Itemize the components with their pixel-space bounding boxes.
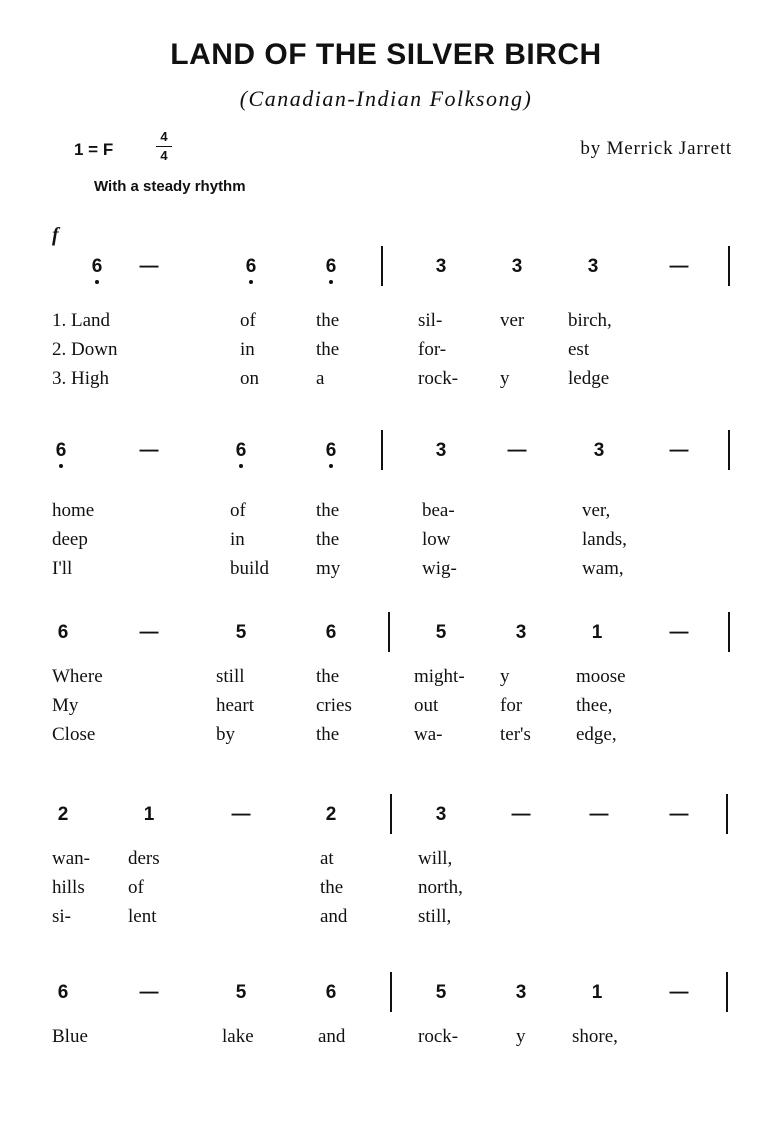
lower-octave-dot [95, 280, 99, 284]
lyric-word: the [316, 724, 340, 745]
note-6: 6 [325, 982, 337, 1003]
lyric-word: wam, [582, 558, 624, 579]
lyric-word: home [52, 500, 95, 521]
song-subtitle: (Canadian-Indian Folksong) [239, 86, 533, 111]
lyric-word: of [128, 877, 144, 898]
sustain-dash: — [139, 982, 159, 1003]
lyric-word: north, [418, 877, 463, 898]
lyric-word: might- [414, 666, 465, 687]
note-1: 1 [143, 804, 155, 825]
mid-barline [388, 612, 390, 652]
lyric-word: 1. Land [52, 310, 111, 331]
lyric-word: y [500, 666, 510, 687]
lyric-word: the [316, 666, 340, 687]
lower-octave-dot [249, 280, 253, 284]
sustain-dash: — [669, 804, 689, 825]
lyric-word: build [230, 558, 270, 579]
lyric-word: rock- [418, 368, 459, 389]
lyric-word: I'll [52, 558, 73, 579]
lyric-word: wig- [422, 558, 457, 579]
sustain-dash: — [507, 440, 527, 461]
note-3: 3 [511, 256, 523, 277]
lyric-word: still, [418, 906, 452, 927]
note-6: 6 [316, 256, 346, 278]
end-barline [728, 612, 730, 652]
lyric-word: the [316, 339, 340, 360]
lyric-word: thee, [576, 695, 613, 716]
lyric-word: hills [52, 877, 85, 898]
sustain-dash: — [231, 804, 251, 825]
lyric-word: the [320, 877, 344, 898]
lyric-word: by [216, 724, 235, 745]
lyric-word: 3. High [52, 368, 109, 389]
lyric-word: heart [216, 695, 254, 716]
lyric-word: birch, [568, 310, 612, 331]
note-6: 6 [57, 622, 69, 643]
composer-credit: by Merrick Jarrett [580, 138, 732, 159]
note-3: 3 [435, 440, 447, 461]
sustain-dash: — [669, 982, 689, 1003]
lyric-word: y [516, 1026, 526, 1047]
lyric-word: and [320, 906, 348, 927]
note-2: 2 [57, 804, 69, 825]
lyric-word: moose [576, 666, 626, 687]
note-6: 6 [325, 622, 337, 643]
lyric-word: ter's [500, 724, 531, 745]
lyric-word: y [500, 368, 510, 389]
note-2: 2 [325, 804, 337, 825]
note-3: 3 [587, 256, 599, 277]
mid-barline [390, 794, 392, 834]
time-signature-bar [156, 146, 172, 147]
note-6: 6 [236, 256, 266, 278]
mid-barline [381, 246, 383, 286]
note-5: 5 [435, 622, 447, 643]
lyric-word: the [316, 500, 340, 521]
lyric-word: in [240, 339, 255, 360]
lyric-word: lands, [582, 529, 627, 550]
lyric-word: Where [52, 666, 103, 687]
note-1: 1 [591, 982, 603, 1003]
lyric-word: cries [316, 695, 352, 716]
note-6: 6 [57, 982, 69, 1003]
lyric-word: lake [222, 1026, 254, 1047]
lyric-word: ver [500, 310, 525, 331]
note-6: 6 [316, 440, 346, 462]
system-4 [0, 800, 772, 960]
sustain-dash: — [669, 440, 689, 461]
note-3: 3 [435, 256, 447, 277]
note-6: 6 [226, 440, 256, 462]
lyric-word: still [216, 666, 245, 687]
lyric-word: Blue [52, 1026, 88, 1047]
lyric-word: rock- [418, 1026, 459, 1047]
lyric-word: 2. Down [52, 339, 118, 360]
lyric-word: my [316, 558, 341, 579]
lyric-word: bea- [422, 500, 455, 521]
note-5: 5 [235, 982, 247, 1003]
song-title: LAND OF THE SILVER BIRCH [170, 38, 602, 71]
mid-barline [390, 972, 392, 1012]
lyric-word: a [316, 368, 325, 389]
lower-octave-dot [329, 280, 333, 284]
tempo-marking: With a steady rhythm [94, 178, 246, 195]
lyric-word: will, [418, 848, 453, 869]
lyric-word: edge, [576, 724, 617, 745]
lyric-word: wan- [52, 848, 90, 869]
lyric-word: for [500, 695, 523, 716]
time-signature-top: 4 [160, 129, 168, 144]
end-barline [726, 972, 728, 1012]
end-barline [728, 246, 730, 286]
lyric-word: deep [52, 529, 88, 550]
lyric-word: the [316, 310, 340, 331]
system-3 [0, 618, 772, 778]
note-3: 3 [435, 804, 447, 825]
note-6: 6 [82, 256, 112, 278]
end-barline [726, 794, 728, 834]
lyric-word: of [240, 310, 256, 331]
lyric-word: on [240, 368, 259, 389]
note-5: 5 [435, 982, 447, 1003]
sustain-dash: — [139, 256, 159, 277]
key-signature: 1 = F [74, 140, 114, 159]
note-3: 3 [515, 982, 527, 1003]
note-3: 3 [515, 622, 527, 643]
lyric-word: the [316, 529, 340, 550]
lyric-word: in [230, 529, 245, 550]
lyric-word: at [320, 848, 334, 869]
lyric-word: est [568, 339, 590, 360]
lyric-word: ledge [568, 368, 610, 389]
sustain-dash: — [139, 440, 159, 461]
time-signature [156, 130, 172, 162]
lyric-word: ver, [582, 500, 611, 521]
sustain-dash: — [589, 804, 609, 825]
lyric-word: ders [128, 848, 160, 869]
lyric-word: My [52, 695, 79, 716]
system-2 [0, 436, 772, 596]
time-signature-bottom: 4 [160, 148, 168, 163]
end-barline [728, 430, 730, 470]
lyric-word: low [422, 529, 451, 550]
lower-octave-dot [329, 464, 333, 468]
note-6: 6 [46, 440, 76, 462]
mid-barline [381, 430, 383, 470]
lower-octave-dot [239, 464, 243, 468]
dynamic-marking: f [52, 224, 59, 246]
lyric-word: si- [52, 906, 71, 927]
lyric-word: out [414, 695, 439, 716]
note-1: 1 [591, 622, 603, 643]
sustain-dash: — [669, 622, 689, 643]
note-3: 3 [593, 440, 605, 461]
lyric-word: for- [418, 339, 447, 360]
lyric-word: wa- [414, 724, 443, 745]
sustain-dash: — [511, 804, 531, 825]
lyric-word: of [230, 500, 246, 521]
lyric-word: Close [52, 724, 96, 745]
lyric-word: shore, [572, 1026, 618, 1047]
lower-octave-dot [59, 464, 63, 468]
system-5 [0, 978, 772, 1138]
note-5: 5 [235, 622, 247, 643]
sustain-dash: — [669, 256, 689, 277]
lyric-word: sil- [418, 310, 443, 331]
system-1 [0, 252, 772, 412]
lyric-word: lent [128, 906, 157, 927]
lyric-word: and [318, 1026, 346, 1047]
sustain-dash: — [139, 622, 159, 643]
